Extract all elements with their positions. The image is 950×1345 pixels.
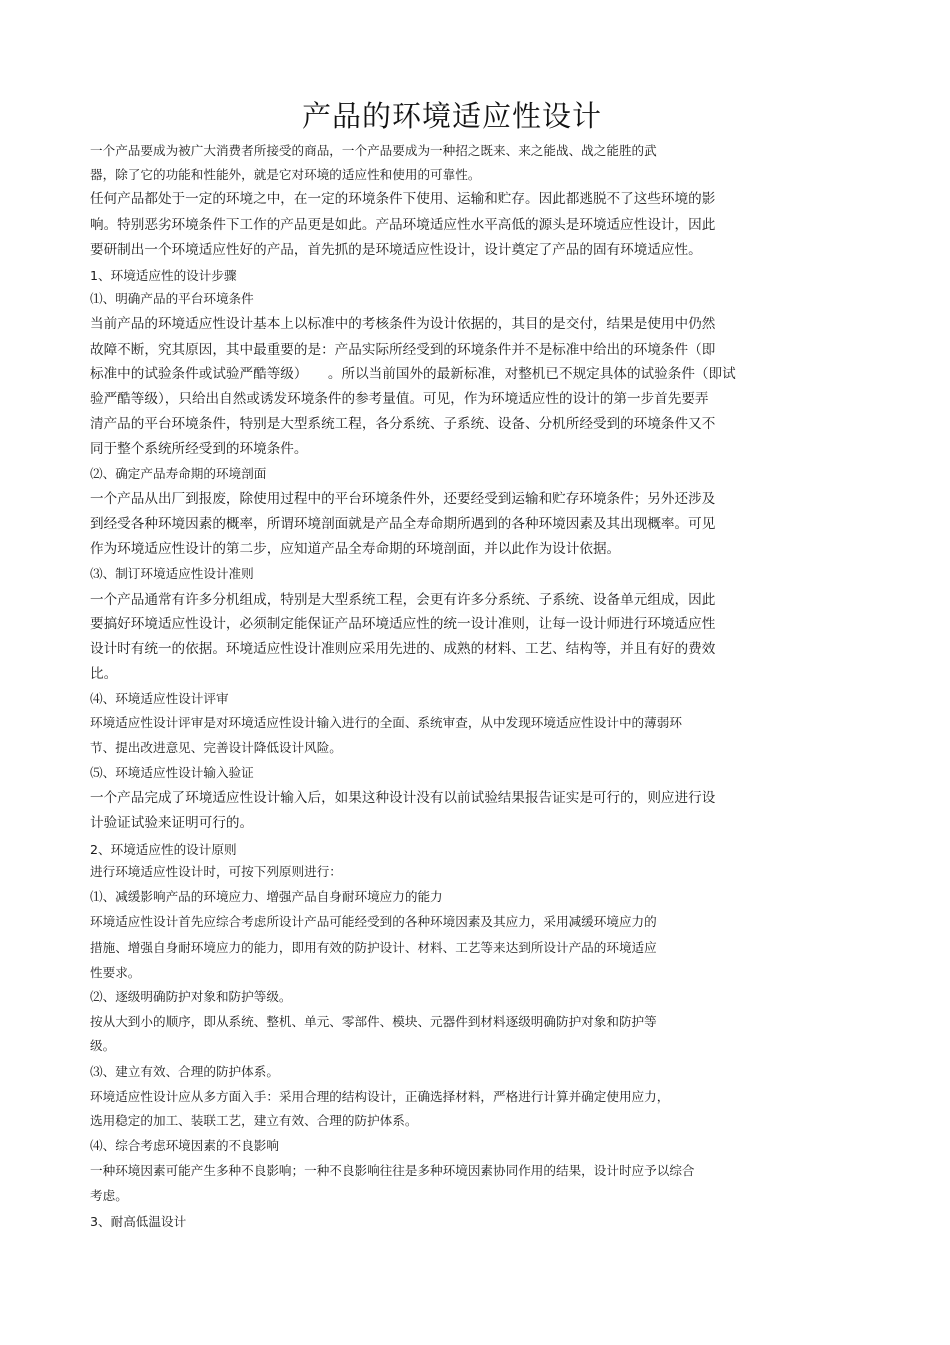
text-line: 进行环境适应性设计时，可按下列原则进行： — [90, 864, 342, 879]
subsection-heading: ⑴、明确产品的平台环境条件 — [90, 291, 254, 306]
text-line: 环境适应性设计应从多方面入手：采用合理的结构设计，正确选择材料，严格进行计算并确定使用应力， — [90, 1089, 670, 1104]
text-line: 一个产品要成为被广大消费者所接受的商品，一个产品要成为一种招之既来、来之能战、战之能胜的武 — [90, 143, 657, 158]
text-line: 当前产品的环境适应性设计基本上以标准中的考核条件为设计依据的，其目的是交付，结果是使用中仍然 — [90, 316, 716, 332]
text-line: 任何产品都处于一定的环境之中，在一定的环境条件下使用、运输和贮存。因此都逃脱不了这些环境的影 — [90, 191, 716, 207]
text-line: 同于整个系统所经受到的环境条件。 — [90, 441, 308, 457]
text-line: 清产品的平台环境条件，特别是大型系统工程，各分系统、子系统、设备、分机所经受到的环境条件又不 — [90, 416, 716, 432]
text-line: 验严酷等级），只给出自然或诱发环境条件的参考量值。可见，作为环境适应性的设计的第一步首先要弄 — [90, 391, 709, 407]
subsection-heading: ⑶、制订环境适应性设计准则 — [90, 566, 254, 581]
text-line: 设计时有统一的依据。环境适应性设计准则应采用先进的、成熟的材料、工艺、结构等，并且有好的费效 — [90, 641, 716, 657]
text-line: 节、提出改进意见、完善设计降低设计风险。 — [90, 740, 342, 755]
subsection-heading: ⑵、确定产品寿命期的环境剖面 — [90, 466, 267, 481]
text-line: 环境适应性设计评审是对环境适应性设计输入进行的全面、系统审查，从中发现环境适应性设计中的薄弱环 — [90, 715, 682, 730]
text-line: 器，除了它的功能和性能外，就是它对环境的适应性和使用的可靠性。 — [90, 167, 481, 182]
subsection-heading: ⑶、建立有效、合理的防护体系。 — [90, 1064, 279, 1079]
subsection-heading: ⑵、逐级明确防护对象和防护等级。 — [90, 989, 292, 1004]
text-line: 级。 — [90, 1038, 116, 1053]
text-line: 一个产品完成了环境适应性设计输入后，如果这种设计没有以前试验结果报告证实是可行的，则应进行设 — [90, 790, 716, 806]
section-heading: 2、环境适应性的设计原则 — [90, 842, 237, 857]
text-line: 性要求。 — [90, 965, 141, 980]
text-line: 按从大到小的顺序，即从系统、整机、单元、零部件、模块、元器件到材料逐级明确防护对象和防护等 — [90, 1014, 657, 1029]
text-line: 要研制出一个环境适应性好的产品，首先抓的是环境适应性设计，设计奠定了产品的固有环境适应性。 — [90, 242, 702, 258]
text-line: 计验证试验来证明可行的。 — [90, 815, 254, 831]
text-line: 一个产品通常有许多分机组成，特别是大型系统工程，会更有许多分系统、子系统、设备单元组成，因此 — [90, 592, 716, 608]
text-line: 作为环境适应性设计的第二步，应知道产品全寿命期的环境剖面，并以此作为设计依据。 — [90, 541, 621, 557]
subsection-heading: ⑷、综合考虑环境因素的不良影响 — [90, 1138, 279, 1153]
text-line: 标准中的试验条件或试验严酷等级） 。所以当前国外的最新标准，对整机已不规定具体的试验条件（即试 — [90, 366, 736, 382]
text-line: 比。 — [90, 666, 118, 682]
text-line: 要搞好环境适应性设计，必须制定能保证产品环境适应性的统一设计准则，让每一设计师进行环境适应性 — [90, 616, 716, 632]
subsection-heading: ⑸、环境适应性设计输入验证 — [90, 765, 254, 780]
subsection-heading: ⑷、环境适应性设计评审 — [90, 691, 229, 706]
text-line: 措施、增强自身耐环境应力的能力，即用有效的防护设计、材料、工艺等来达到所设计产品的环境适应 — [90, 940, 657, 955]
section-heading: 1、环境适应性的设计步骤 — [90, 268, 237, 283]
document-title: 产品的环境适应性设计 — [301, 99, 602, 133]
text-line: 一种环境因素可能产生多种不良影响；一种不良影响往往是多种环境因素协同作用的结果，设计时应予以综合 — [90, 1163, 695, 1178]
subsection-heading: ⑴、减缓影响产品的环境应力、增强产品自身耐环境应力的能力 — [90, 889, 443, 904]
text-line: 环境适应性设计首先应综合考虑所设计产品可能经受到的各种环境因素及其应力，采用减缓环境应力的 — [90, 914, 657, 929]
text-line: 考虑。 — [90, 1188, 128, 1203]
text-line: 响。特别恶劣环境条件下工作的产品更是如此。产品环境适应性水平高低的源头是环境适应性设计，因此 — [90, 217, 716, 233]
text-line: 到经受各种环境因素的概率，所谓环境剖面就是产品全寿命期所遇到的各种环境因素及其出现概率。可见 — [90, 516, 716, 532]
section-heading: 3、耐高低温设计 — [90, 1214, 187, 1229]
text-line: 选用稳定的加工、装联工艺，建立有效、合理的防护体系。 — [90, 1113, 418, 1128]
text-line: 一个产品从出厂到报废，除使用过程中的平台环境条件外，还要经受到运输和贮存环境条件；另外还涉及 — [90, 491, 716, 507]
text-line: 故障不断，究其原因，其中最重要的是：产品实际所经受到的环境条件并不是标准中给出的环境条件（即 — [90, 342, 716, 358]
